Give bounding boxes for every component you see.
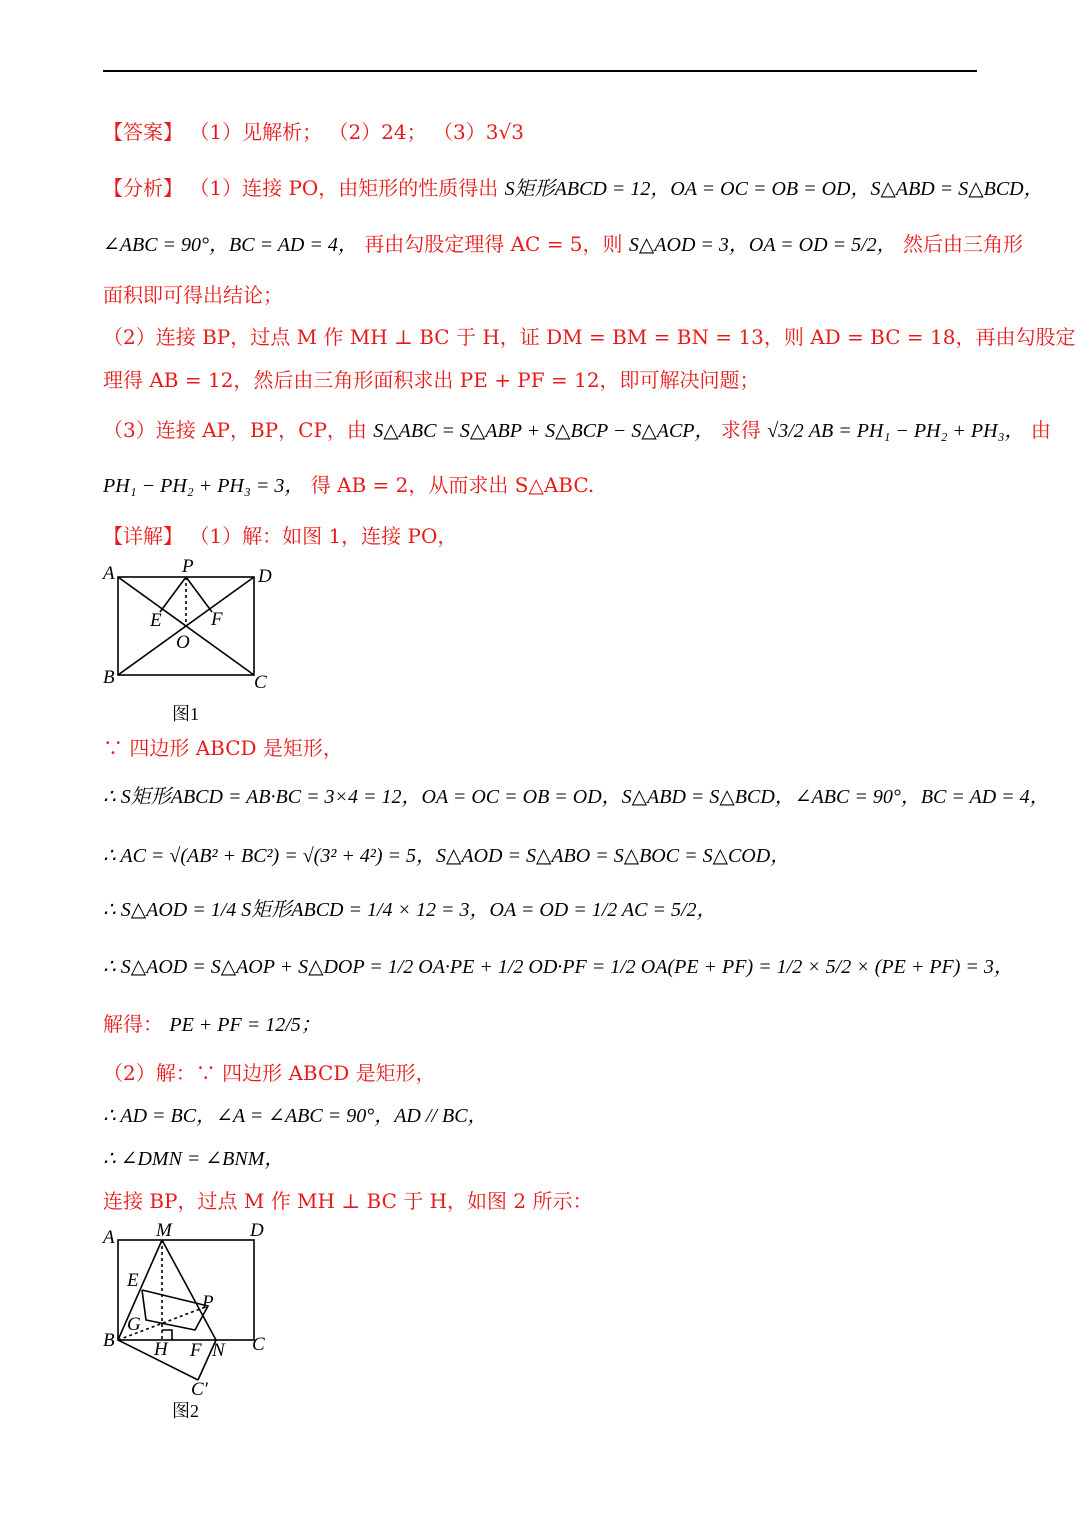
analysis-line-7 — [103, 473, 594, 498]
fig1-label-a: A — [103, 563, 115, 584]
detail-line-7 — [103, 1012, 321, 1037]
answer-line — [103, 120, 524, 144]
detail-line-3: ∴ S矩形ABCD = AB·BC = 3×4 = 12，OA = OC = OB = OD，S△ABD = S△BCD，∠ABC = 90°，BC = AD = 4， — [103, 786, 1050, 808]
analysis-math-6b: √3/2 AB = PH₁ − PH₂ + PH₃， — [767, 420, 1025, 442]
analysis-line-1 — [103, 176, 1044, 201]
fig2-label-p: P — [202, 1292, 214, 1313]
fig1-label-b: B — [103, 667, 115, 688]
detail-line-8: （2）解：∵ 四边形 ABCD 是矩形， — [103, 1061, 436, 1085]
answer-part1: （1）见解析； — [189, 120, 323, 144]
header-rule — [103, 70, 977, 72]
detail-line-6: ∴ S△AOD = S△AOP + S△DOP = 1/2 OA·PE + 1/2 OD·PF = 1/2 OA(PE + PF) = 1/2 × 5/2 × (PE + PF) = 3， — [103, 956, 1014, 978]
analysis-text-1: （1）连接 PO，由矩形的性质得出 — [189, 176, 499, 200]
fig2-label-g: G — [127, 1314, 141, 1335]
detail-math-7: PE + PF = 12/5； — [169, 1014, 321, 1036]
fig2-label-h: H — [154, 1339, 168, 1360]
detail-line-10: ∴ ∠DMN = ∠BNM， — [103, 1148, 285, 1170]
fig1-label-d: D — [258, 566, 272, 587]
detail-line-5: ∴ S△AOD = 1/4 S矩形ABCD = 1/4 × 12 = 3，OA = OD = 1/2 AC = 5/2， — [103, 899, 717, 921]
detail-line-2: ∵ 四边形 ABCD 是矩形， — [103, 736, 343, 760]
fig2-label-a: A — [103, 1227, 115, 1248]
analysis-text-6c: 由 — [1030, 418, 1051, 442]
analysis-math-1: S矩形ABCD = 12，OA = OC = OB = OD，S△ABD = S△BCD， — [504, 178, 1044, 200]
fig1-label-p: P — [182, 556, 194, 577]
fig1-label-c: C — [254, 672, 267, 693]
fig2-label-c: C — [252, 1334, 265, 1355]
analysis-line-4: （2）连接 BP，过点 M 作 MH ⊥ BC 于 H，证 DM = BM = BN = 13，则 AD = BC = 18，再由勾股定 — [103, 325, 1076, 349]
analysis-text-6a: （3）连接 AP，BP，CP，由 — [103, 418, 367, 442]
analysis-text-2b: 然后由三角形 — [902, 232, 1023, 256]
analysis-tag: 【分析】 — [103, 176, 183, 200]
analysis-line-6 — [103, 418, 1051, 443]
analysis-text-6b: 求得 — [720, 418, 761, 442]
fig2-label-d: D — [250, 1220, 264, 1241]
analysis-line-5: 理得 AB = 12，然后由三角形面积求出 PE + PF = 12，即可解决问题； — [103, 368, 760, 392]
analysis-text-7: 得 AB = 2，从而求出 S△ABC. — [310, 473, 595, 497]
detail-line-9: ∴ AD = BC，∠A = ∠ABC = 90°，AD // BC， — [103, 1105, 488, 1127]
detail-tag: 【详解】 — [103, 524, 183, 548]
figure-1 — [100, 555, 290, 695]
figure-2 — [100, 1218, 290, 1398]
analysis-math-7: PH₁ − PH₂ + PH₃ = 3， — [103, 475, 305, 497]
detail-text-7: 解得： — [103, 1012, 163, 1036]
detail-text-1: （1）解：如图 1，连接 PO， — [189, 524, 458, 548]
fig2-label-e: E — [127, 1270, 139, 1291]
analysis-line-2 — [103, 232, 1023, 257]
analysis-math-2a: ∠ABC = 90°，BC = AD = 4， — [103, 234, 358, 256]
fig2-label-n: N — [212, 1340, 225, 1361]
answer-part3: （3）3√3 — [433, 120, 524, 144]
fig2-label-f: F — [190, 1340, 202, 1361]
analysis-math-6a: S△ABC = S△ABP + S△BCP − S△ACP， — [373, 420, 715, 442]
answer-part2: （2）24； — [328, 120, 427, 144]
analysis-line-3: 面积即可得出结论； — [103, 283, 283, 307]
answer-tag: 【答案】 — [103, 120, 183, 144]
detail-line-1 — [103, 524, 457, 548]
figure-1-caption: 图1 — [172, 704, 199, 724]
analysis-text-2a: 再由勾股定理得 AC = 5，则 — [364, 232, 623, 256]
fig1-label-o: O — [176, 632, 190, 653]
analysis-math-2b: S△AOD = 3，OA = OD = 5/2， — [628, 234, 897, 256]
fig1-label-e: E — [150, 610, 162, 631]
detail-line-11: 连接 BP，过点 M 作 MH ⊥ BC 于 H，如图 2 所示： — [103, 1189, 593, 1213]
fig1-label-f: F — [211, 609, 223, 630]
fig1-segment-pe — [160, 577, 186, 612]
fig1-segment-pf — [186, 577, 212, 612]
fig2-label-c-prime: C′ — [191, 1379, 208, 1398]
figure-2-caption: 图2 — [172, 1401, 199, 1421]
fig2-label-b: B — [103, 1330, 115, 1351]
detail-line-4: ∴ AC = √(AB² + BC²) = √(3² + 4²) = 5，S△AOD = S△ABO = S△BOC = S△COD， — [103, 845, 791, 867]
fig2-label-m: M — [156, 1220, 172, 1241]
